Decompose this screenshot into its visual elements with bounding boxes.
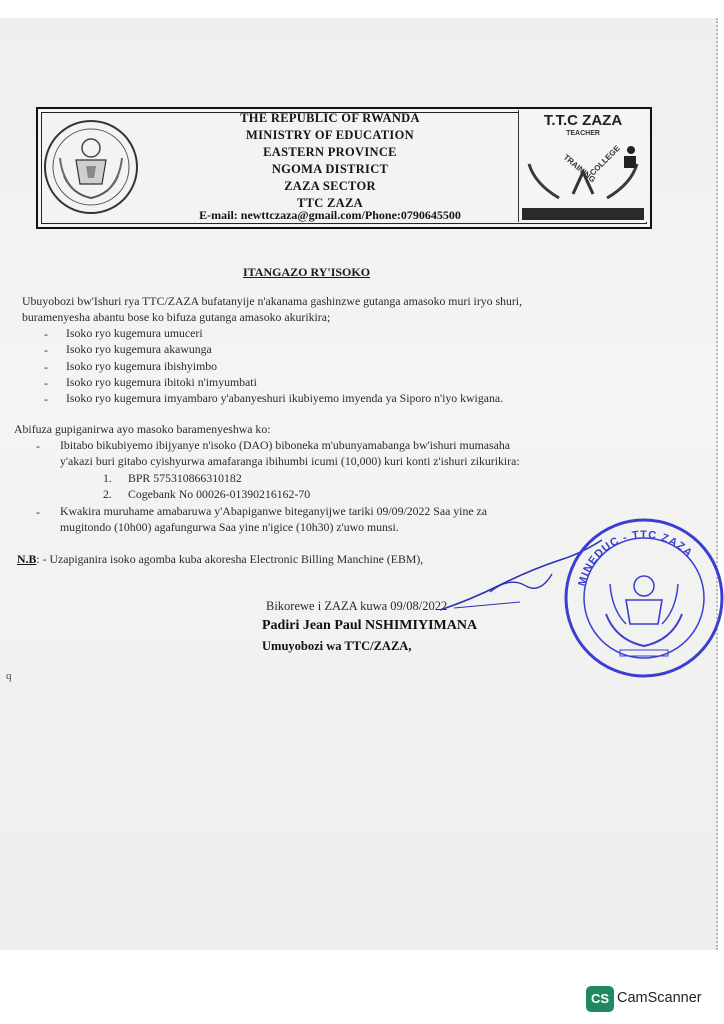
logo-arc-left: TRAINING (561, 152, 598, 185)
notice-title: ITANGAZO RY'ISOKO (243, 265, 371, 279)
logo-arc-right: COLLEGE (588, 143, 622, 178)
tender-item: Isoko ryo kugemura ibishyimbo (66, 359, 218, 373)
intro-line: Ubuyobozi bw'Ishuri rya TTC/ZAZA bufatanyije n'akanama gashinzwe gutanga amasoko muri iryo shuri, (22, 294, 523, 308)
logo-motto-band (522, 208, 644, 220)
point1-line: y'akazi buri gitabo cyishyurwa amafaranga ibihumbi icumi (10,000) kuri konti z'ishuri zikurikira: (60, 454, 520, 468)
point2-line: Kwakira muruhame amabaruwa y'Abapiganwe biteganyijwe tariki 09/09/2022 Saa yine za (60, 504, 487, 518)
header-line: ZAZA SECTOR (284, 179, 376, 193)
stamp-text: MINEDUC - TTC ZAZA (576, 528, 695, 588)
header-line: MINISTRY OF EDUCATION (246, 128, 414, 142)
nb-label: N.B (17, 552, 37, 566)
header-line: NGOMA DISTRICT (271, 162, 389, 176)
header-contact: E-mail: newttczaza@gmail.com/Phone:0790645500 (199, 208, 461, 222)
header-line: TTC ZAZA (297, 196, 363, 210)
point2-line: mugitondo (10h00) agafungurwa Saa yine n'igice (10h30) z'uwo munsi. (60, 520, 399, 534)
camscanner-logo-icon: CS (586, 986, 614, 1012)
header-line: EASTERN PROVINCE (263, 145, 397, 159)
signatory-role: Umuyobozi wa TTC/ZAZA, (262, 639, 412, 653)
tender-item: Isoko ryo kugemura ibitoki n'imyumbati (66, 375, 257, 389)
letterhead-lines (150, 110, 510, 212)
account-text: BPR 575310866310182 (128, 471, 242, 485)
account-text: Cogebank No 00026-01390216162-70 (128, 487, 311, 501)
nb-text: : - Uzapiganira isoko agomba kuba akoresha Electronic Billing Manchine (EBM), (36, 552, 424, 566)
header-line: THE REPUBLIC OF RWANDA (240, 111, 420, 125)
tender-item: Isoko ryo kugemura umuceri (66, 326, 203, 340)
account-number: 1. (103, 471, 112, 485)
nb-note (17, 551, 423, 567)
rwanda-coat-of-arms-seal (42, 118, 140, 216)
camscanner-label: CamScanner (617, 990, 702, 1006)
signatory-name: Padiri Jean Paul NSHIMIYIMANA (262, 618, 478, 633)
official-stamp (560, 514, 724, 682)
logo-title: T.T.C ZAZA (543, 112, 623, 129)
logo-emblem-icon (519, 124, 647, 200)
stray-mark: q (6, 670, 12, 682)
intro-line: buramenyesha abantu bose ko bifuza gutanga amasoko akurikira; (22, 310, 331, 324)
logo-teacher-label: TEACHER (566, 130, 600, 137)
tender-item: Isoko ryo kugemura akawunga (66, 342, 212, 356)
scanner-footer (0, 950, 724, 1024)
point1-line: Ibitabo bikubiyemo ibijyanye n'isoko (DAO) biboneka m'ubunyamabanga bw'ishuri mumasaha (60, 438, 510, 452)
tender-item: Isoko ryo kugemura imyambaro y'abanyeshuri ikubiyemo imyenda ya Siporo n'iyo kwigana. (66, 391, 504, 405)
ttc-zaza-logo (518, 110, 647, 222)
place-date: Bikorewe i ZAZA kuwa 09/08/2022 (266, 599, 448, 613)
account-number: 2. (103, 487, 112, 501)
bidders-intro: Abifuza gupiganirwa ayo masoko baramenyeshwa ko: (14, 422, 271, 436)
